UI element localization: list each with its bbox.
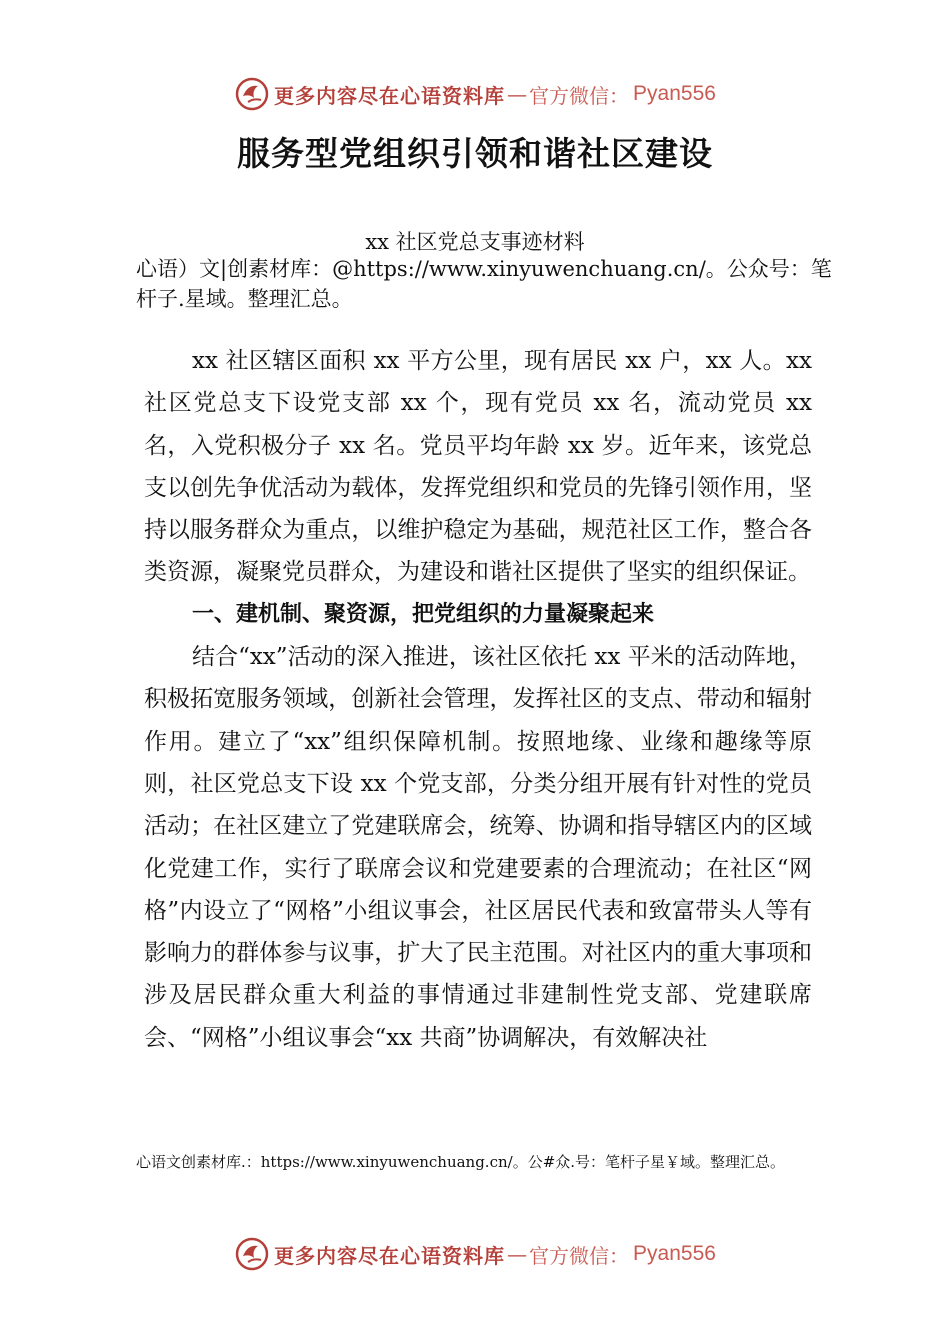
header-banner — [0, 72, 950, 116]
document-subtitle: xx 社区党总支事迹材料 — [365, 230, 585, 254]
banner-text: 更多内容尽在心语资料库 — [274, 83, 506, 108]
paragraph-2: 结合“xx”活动的深入推进，该社区依托 xx 平米的活动阵地，积极拓宽服务领域，创新社会管理，发挥社区的支点、带动和辐射作用。建立了“xx”组织保障机制。按照地缘、业缘和趣缘等原则，社区党总支下设 xx 个党支部，分类分组开展有针对性的党员活动；在社区建立了党建联席会，统筹、协调和指导辖区内的区域化党建工作，实行了联席会议和党建要素的合理流动；在社区“网格”内设立了“网格”小组议事会，社区居民代表和致富带头人等有影响力的群体参与议事，扩大了民主范围。对社区内的重大事项和涉及居民群众重大利益的事情通过非建制性党支部、党建联席会、“网格”小组议事会“xx 共商”协调解决，有效解决社 — [144, 644, 812, 1051]
section-heading-1: 一、建机制、聚资源，把党组织的力量凝聚起来 — [192, 601, 655, 627]
brand-logo-icon — [234, 1236, 270, 1272]
brand-logo-icon — [234, 76, 270, 112]
paragraph-1: xx 社区辖区面积 xx 平方公里，现有居民 xx 户，xx 人。xx 社区党总支下设党支部 xx 个，现有党员 xx 名，流动党员 xx 名，入党积极分子 xx 名。党员平均年龄 xx 岁。近年来，该党总支以创先争优活动为载体，发挥党组织和党员的先锋引领作用，坚持以服务群众为重点，以维护稳定为基础，规范社区工作，整合各类资源，凝聚党员群众，为建设和谐社区提供了坚实的组织保证。 — [144, 348, 812, 586]
banner-wechat-id: Pyan556 — [633, 82, 716, 105]
document-body — [144, 340, 812, 1059]
footer-banner — [0, 1232, 950, 1276]
source-note: 心语）文|创素材库：@https://www.xinyuwenchuang.cn/。公众号：笔杆子.星域。整理汇总。 — [136, 257, 832, 311]
banner-wechat-label: 官方微信： — [529, 1243, 630, 1268]
banner-wechat-id: Pyan556 — [633, 1242, 716, 1265]
banner-separator: — — [507, 82, 528, 106]
banner-text: 更多内容尽在心语资料库 — [274, 1243, 506, 1268]
banner-wechat-label: 官方微信： — [529, 83, 630, 108]
banner-separator: — — [507, 1242, 528, 1266]
document-title: 服务型党组织引领和谐社区建设 — [237, 134, 713, 173]
footer-note: 心语文创素材库.：https://www.xinyuwenchuang.cn/。公#众.号：笔杆子星￥域。整理汇总。 — [136, 1153, 786, 1171]
